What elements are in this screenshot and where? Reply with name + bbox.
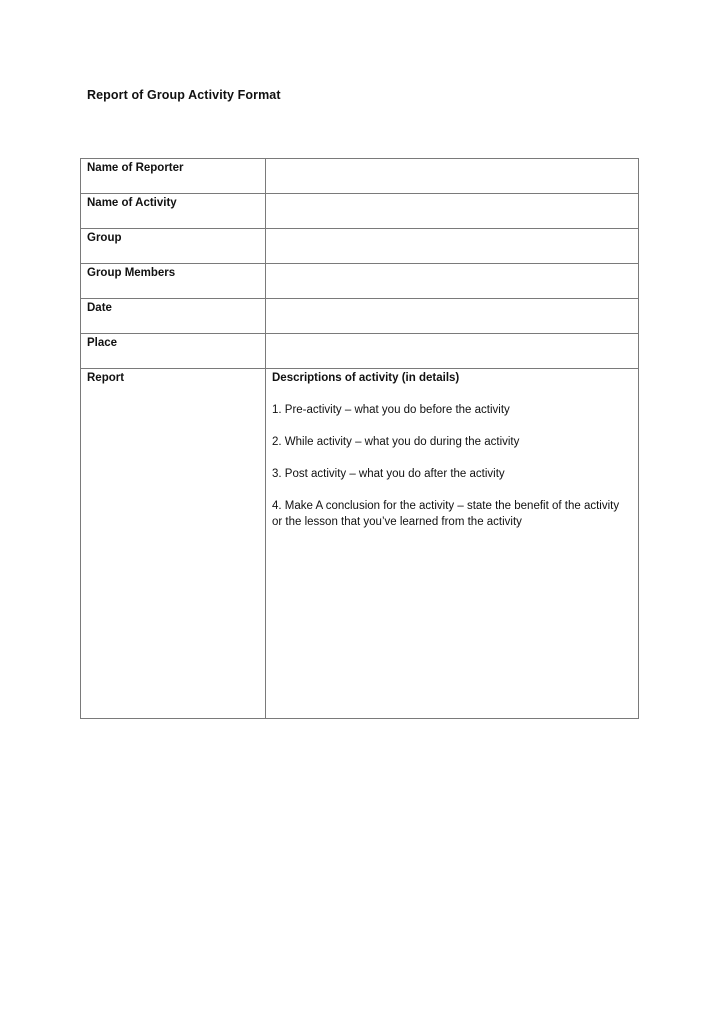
value-field-group[interactable]	[266, 229, 639, 264]
label-cell-date	[81, 299, 266, 334]
report-item-conclusion: 4. Make A conclusion for the activity – state the benefit of the activity or the lesson that you’ve learned from the activity	[272, 500, 620, 528]
value-name-of-activity	[266, 194, 638, 195]
value-group-members	[266, 264, 638, 265]
value-group	[266, 229, 638, 230]
table-row-date	[81, 299, 639, 334]
report-content	[266, 369, 638, 530]
label-cell-group	[81, 229, 266, 264]
label-date: Date	[87, 302, 112, 314]
table-row-group-members	[81, 264, 639, 299]
table-row-report	[81, 369, 639, 719]
table-row-place	[81, 334, 639, 369]
value-field-activity[interactable]	[266, 194, 639, 229]
value-field-reporter[interactable]	[266, 159, 639, 194]
value-place	[266, 334, 638, 335]
label-place: Place	[87, 337, 118, 349]
value-name-of-reporter	[266, 159, 638, 160]
label-group: Group	[87, 232, 122, 244]
report-form-table	[80, 158, 639, 719]
label-group-members: Group Members	[87, 267, 176, 279]
table-row-reporter	[81, 159, 639, 194]
value-field-date[interactable]	[266, 299, 639, 334]
label-report: Report	[87, 372, 125, 384]
table-row-group	[81, 229, 639, 264]
report-item-post-activity: 3. Post activity – what you do after the activity	[272, 468, 505, 480]
report-heading: Descriptions of activity (in details)	[272, 372, 460, 384]
report-item-while-activity: 2. While activity – what you do during the activity	[272, 436, 520, 448]
value-date	[266, 299, 638, 300]
label-cell-reporter	[81, 159, 266, 194]
report-item-pre-activity: 1. Pre-activity – what you do before the activity	[272, 404, 510, 416]
label-cell-group-members	[81, 264, 266, 299]
report-content-field[interactable]	[266, 369, 639, 719]
table-row-activity	[81, 194, 639, 229]
label-cell-activity	[81, 194, 266, 229]
label-cell-report	[81, 369, 266, 719]
label-name-of-reporter: Name of Reporter	[87, 162, 184, 174]
label-cell-place	[81, 334, 266, 369]
value-field-place[interactable]	[266, 334, 639, 369]
label-name-of-activity: Name of Activity	[87, 197, 177, 209]
value-field-group-members[interactable]	[266, 264, 639, 299]
page-title: Report of Group Activity Format	[87, 88, 281, 102]
